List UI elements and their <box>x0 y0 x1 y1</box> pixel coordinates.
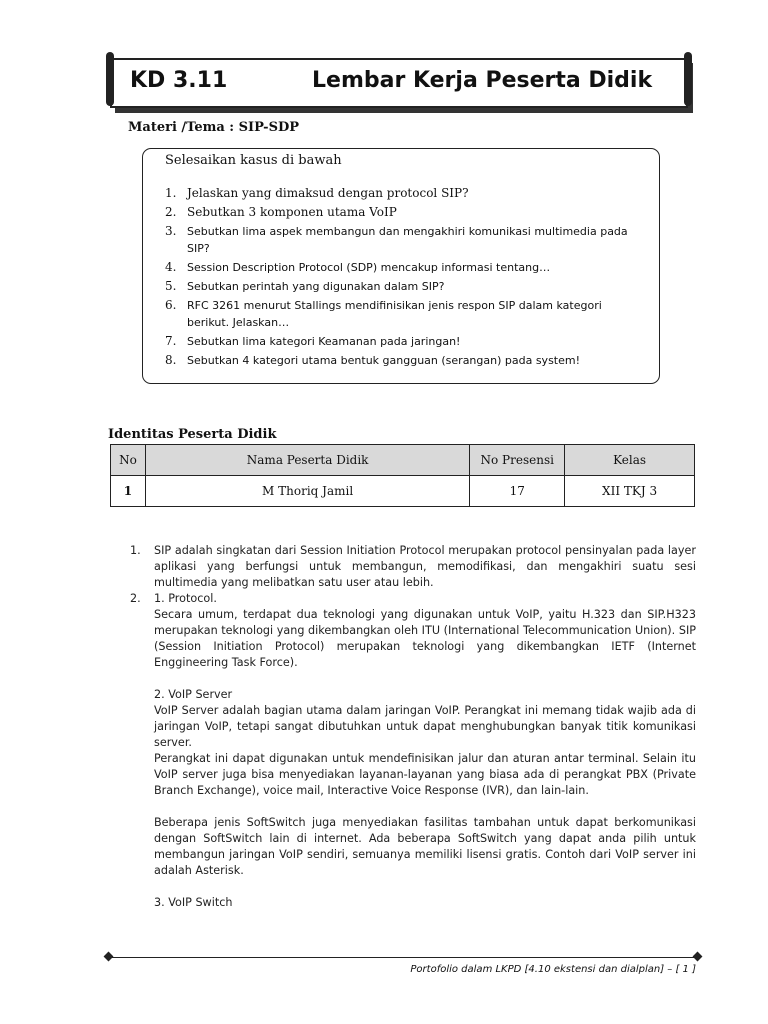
task-box <box>142 148 660 384</box>
cell-no: 1 <box>111 476 146 507</box>
banner-scroll-right <box>684 52 692 106</box>
paragraph: Secara umum, terdapat dua teknologi yang digunakan untuk VoIP, yaitu H.323 dan SIP.H323 merupakan teknologi yang dikembangkan oleh ITU (International Telecommunication Union). SIP (Session Initiation Protocol) merupakan teknologi yang dikembangkan IETF (Internet Enggineering Task Force). <box>154 608 696 669</box>
identity-title: Identitas Peserta Didik <box>108 427 277 442</box>
cell-name: M Thoriq Jamil <box>145 476 469 507</box>
header-banner <box>110 58 688 108</box>
col-name: Nama Peserta Didik <box>145 445 469 476</box>
cell-presensi: 17 <box>470 476 565 507</box>
paragraph: VoIP Server adalah bagian utama dalam jaringan VoIP. Perangkat ini memang tidak wajib ada di jaringan VoIP, tetapi sangat dibutuhkan untuk dapat menghubungkan banyak titik komunikasi server. <box>154 704 696 749</box>
paragraph: Beberapa jenis SoftSwitch juga menyediakan fasilitas tambahan untuk dapat berkomunikasi dengan SoftSwitch lain di internet. Ada beberapa SoftSwitch yang dapat anda pilih untuk membangun jaringan VoIP sendiri, semuanya memiliki lisensi gratis. Contoh dari VoIP server ini adalah Asterisk. <box>154 816 696 877</box>
footer-divider <box>108 957 698 958</box>
table-header-row <box>111 445 695 476</box>
banner-scroll-left <box>106 52 114 106</box>
kd-label: KD 3.11 <box>130 68 228 93</box>
cell-kelas: XII TKJ 3 <box>565 476 695 507</box>
answers <box>130 543 696 911</box>
col-no: No <box>111 445 146 476</box>
task-list <box>147 185 647 371</box>
table-row <box>111 476 695 507</box>
col-kelas: Kelas <box>565 445 695 476</box>
paragraph: Perangkat ini dapat digunakan untuk mendefinisikan jalur dan aturan antar terminal. Selain itu VoIP server juga bisa menyediakan layanan-layanan yang biasa ada di perangkat PBX (Private Branch Exchange), voice mail, Interactive Voice Response (IVR), dan lain-lain. <box>154 752 696 797</box>
section-heading: 2. VoIP Server <box>154 688 233 701</box>
col-presensi: No Presensi <box>470 445 565 476</box>
identity-table <box>110 444 695 507</box>
page-title: Lembar Kerja Peserta Didik <box>312 68 653 93</box>
list-item: 8. Sebutkan 4 kategori utama bentuk gangguan (serangan) pada system! <box>165 353 581 367</box>
list-item: 7. Sebutkan lima kategori Keamanan pada jaringan! <box>165 334 461 348</box>
task-intro: Selesaikan kasus di bawah <box>165 153 342 168</box>
list-item: 6. RFC 3261 menurut Stallings mendifinisikan jenis respon SIP dalam kategori berikut. Jelaskan… <box>165 298 602 329</box>
list-item: 5. Sebutkan perintah yang digunakan dalam SIP? <box>165 279 445 293</box>
footer-text: Portofolio dalam LKPD [4.10 ekstensi dan dialplan] – [ 1 ] <box>410 964 696 975</box>
list-item: 2. Sebutkan 3 komponen utama VoIP <box>165 205 397 219</box>
answer-2-heading: 1. Protocol. <box>154 592 217 605</box>
answer-2: 2. 1. Protocol. Secara umum, terdapat dua teknologi yang digunakan untuk VoIP, yaitu H.323 dan SIP.H323 merupakan teknologi yang dikembangkan oleh ITU (International Telecommunication Union). SIP (Session Initiation Protocol) merupakan teknologi yang dikembangkan IETF (Internet Enggineering Task Force). 2. VoIP Server VoIP Server adalah bagian utama dalam jaringan VoIP. Perangkat ini memang tidak wajib ada di jaringan VoIP, tetapi sangat dibutuhkan untuk dapat menghubungkan banyak titik komunikasi server. Perangkat ini dapat digunakan untuk mendefinisikan jalur dan aturan antar terminal. Selain itu VoIP server juga bisa menyediakan layanan-layanan yang biasa ada di perangkat PBX (Private Branch Exchange), voice mail, Interactive Voice Response (IVR), dan lain-lain. Beberapa jenis SoftSwitch juga menyediakan fasilitas tambahan untuk dapat berkomunikasi dengan SoftSwitch lain di internet. Ada beberapa SoftSwitch yang dapat anda pilih untuk membangun jaringan VoIP sendiri, semuanya memiliki lisensi gratis. Contoh dari VoIP server ini adalah Asterisk. 3. VoIP Switch <box>130 592 696 909</box>
list-item: 1. Jelaskan yang dimaksud dengan protocol SIP? <box>165 186 469 200</box>
answer-1: 1. SIP adalah singkatan dari Session Initiation Protocol merupakan protocol pensinyalan pada layer aplikasi yang berfungsi untuk membangun, memodifikasi, dan mengakhiri suatu sesi multimedia yang melibatkan satu user atau lebih. <box>130 544 696 589</box>
materi-tema: Materi /Tema : SIP-SDP <box>128 120 299 135</box>
section-heading: 3. VoIP Switch <box>154 896 233 909</box>
list-item: 3. Sebutkan lima aspek membangun dan mengakhiri komunikasi multimedia pada SIP? <box>165 224 628 255</box>
list-item: 4. Session Description Protocol (SDP) mencakup informasi tentang… <box>165 260 551 274</box>
